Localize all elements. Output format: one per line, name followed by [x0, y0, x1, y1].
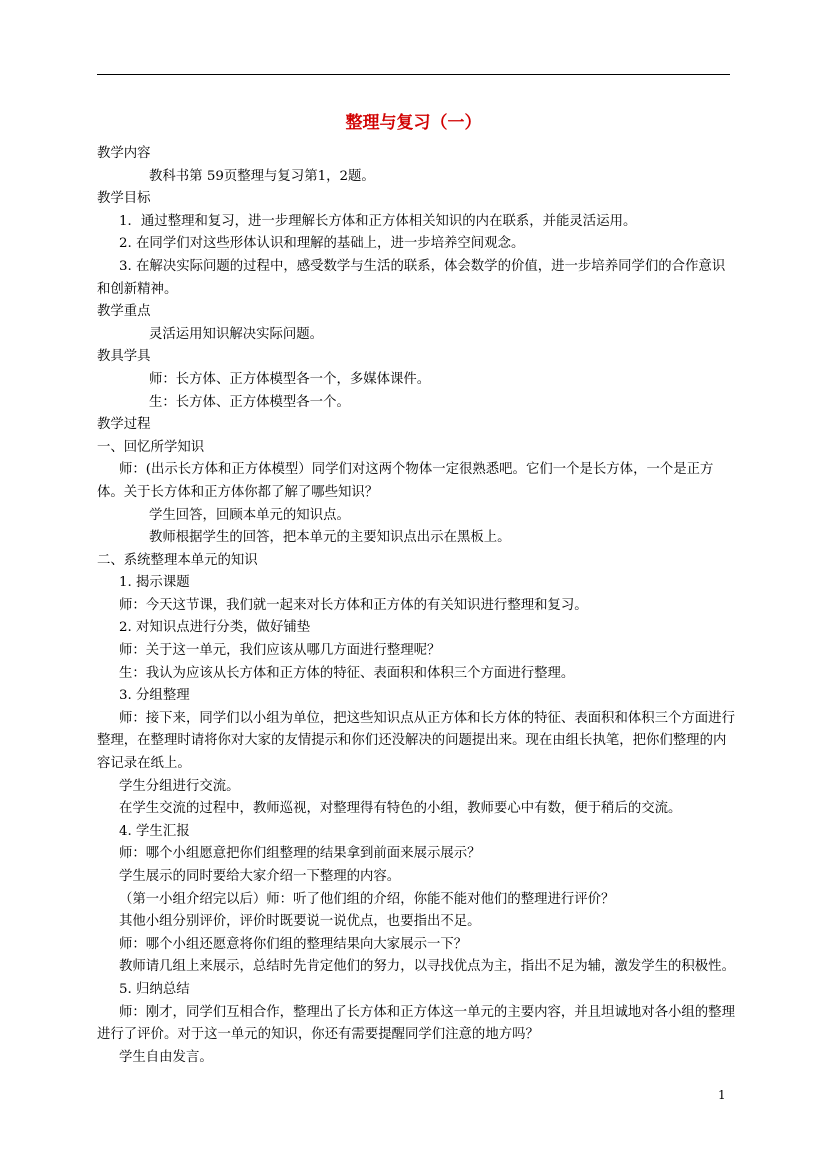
paragraph: 一、回忆所学知识	[97, 439, 205, 455]
paragraph: 师：哪个小组还愿意将你们组的整理结果向大家展示一下？	[119, 936, 468, 952]
paragraph: 师：哪个小组愿意把你们组整理的结果拿到前面来展示展示？	[119, 846, 481, 862]
paragraph: 师：刚才，同学们互相合作，整理出了长方体和正方体这一单元的主要内容，并且坦诚地对各小组的整理进行了评价。对于这一单元的知识，你还有需要提醒同学们注意的地方吗？	[97, 1004, 735, 1043]
paragraph: 教师请几组上来展示，总结时先肯定他们的努力，以寻找优点为主，指出不足为辅，激发学生的积极性。	[119, 959, 735, 975]
paragraph: 1. 揭示课题	[119, 575, 190, 591]
paragraph: 在学生交流的过程中，教师巡视，对整理得有特色的小组，教师要心中有数，便于稍后的交流。	[119, 801, 682, 817]
page-number: 1	[718, 1088, 726, 1102]
paragraph: 师：接下来，同学们以小组为单位，把这些知识点从正方体和长方体的特征、表面积和体积三个方面进行整理，在整理时请将你对大家的友情提示和你们还没解决的问题提出来。现在由组长执笔，把你们整理的内容记录在纸上。	[97, 710, 735, 772]
header-rule	[97, 74, 730, 75]
paragraph: 5. 归纳总结	[119, 981, 190, 997]
paragraph: （第一小组介绍完以后）师：听了他们组的介绍，你能不能对他们的整理进行评价？	[119, 891, 615, 907]
paragraph: 灵活运用知识解决实际问题。	[149, 326, 324, 342]
paragraph: 2. 在同学们对这些形体认识和理解的基础上，进一步培养空间观念。	[119, 236, 525, 252]
paragraph: 教学重点	[97, 304, 151, 320]
paragraph: 学生回答，回顾本单元的知识点。	[149, 507, 350, 523]
paragraph: 师：今天这节课，我们就一起来对长方体和正方体的有关知识进行整理和复习。	[119, 597, 588, 613]
paragraph: 二、系统整理本单元的知识	[97, 552, 258, 568]
paragraph: 2. 对知识点进行分类，做好铺垫	[119, 620, 311, 636]
paragraph: 3. 在解决实际问题的过程中，感受数学与生活的联系，体会数学的价值，进一步培养同学们的合作意识和创新精神。	[97, 258, 726, 297]
paragraph: 教具学具	[97, 349, 151, 365]
document-body	[97, 143, 735, 1069]
paragraph: 生：长方体、正方体模型各一个。	[149, 394, 350, 410]
paragraph: 教科书第 59页整理与复习第1，2题。	[149, 168, 375, 184]
paragraph: 教师根据学生的回答，把本单元的主要知识点出示在黑板上。	[149, 530, 511, 546]
page-title: 整理与复习（一）	[345, 113, 482, 133]
paragraph: 教学过程	[97, 417, 151, 433]
paragraph: 生：我认为应该从长方体和正方体的特征、表面积和体积三个方面进行整理。	[119, 665, 575, 681]
paragraph: 学生展示的同时要给大家介绍一下整理的内容。	[119, 869, 401, 884]
paragraph: 4. 学生汇报	[119, 823, 190, 839]
paragraph: 教学目标	[97, 191, 151, 207]
paragraph: 1．通过整理和复习，进一步理解长方体和正方体相关知识的内在联系，并能灵活运用。	[119, 213, 637, 229]
paragraph: 师：(出示长方体和正方体模型）同学们对这两个物体一定很熟悉吧。它们一个是长方体，一个是正方体。关于长方体和正方体你都了解了哪些知识？	[97, 462, 714, 500]
paragraph: 师：关于这一单元，我们应该从哪几方面进行整理呢？	[119, 643, 441, 659]
paragraph: 其他小组分别评价，评价时既要说一说优点，也要指出不足。	[119, 914, 481, 930]
paragraph: 教学内容	[97, 146, 151, 161]
paragraph: 3. 分组整理	[119, 688, 190, 704]
paragraph: 师：长方体、正方体模型各一个，多媒体课件。	[149, 371, 431, 387]
paragraph: 学生分组进行交流。	[119, 778, 240, 794]
paragraph: 学生自由发言。	[119, 1049, 213, 1065]
